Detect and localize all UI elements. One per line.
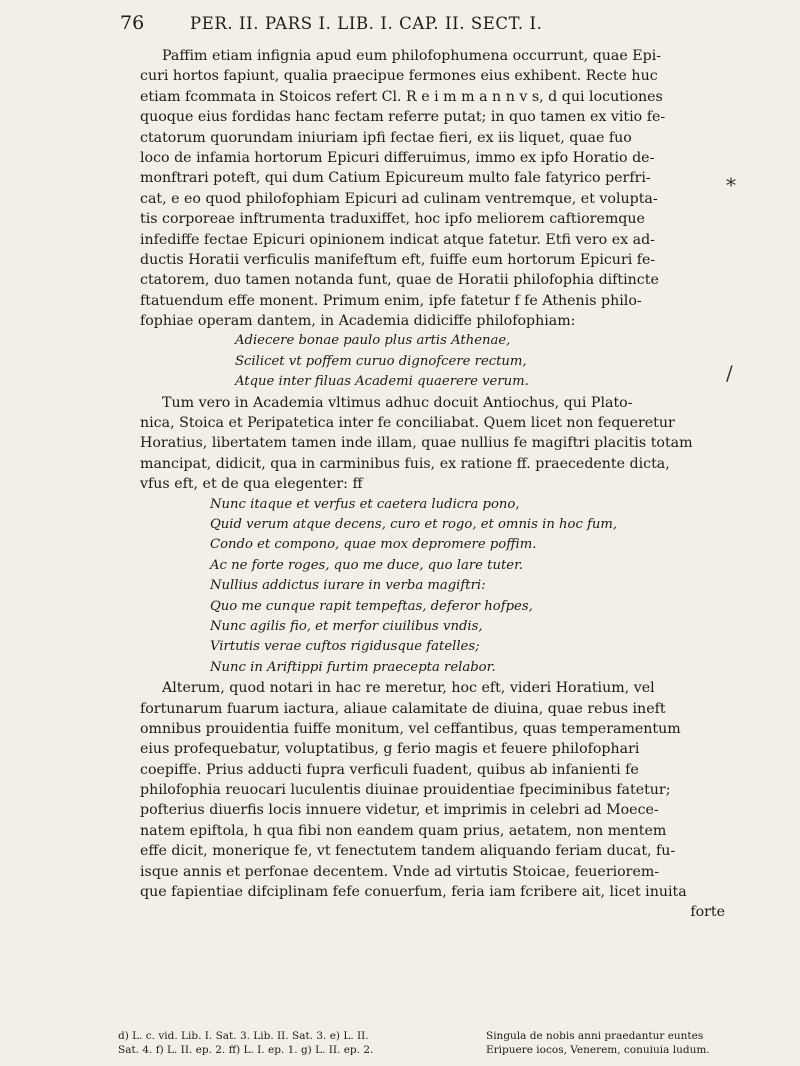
text-line: loco de infamia hortorum Epicuri differuimus, immo ex ipfo Horatio de-: [140, 149, 655, 166]
verse-line: Virtutis verae cuftos rigidusque fatelles;: [210, 639, 480, 655]
page-header: [120, 12, 720, 38]
text-line: quoque eius fordidas hanc fectam referre putat; in quo tamen ex vitio fe-: [140, 109, 666, 126]
body-text: [140, 46, 725, 923]
footnote-refs: Sat. 4. f) L. II. ep. 2. ff) L. I. ep. 1. g) L. II. ep. 2.: [118, 1044, 374, 1056]
text-line: Tum vero in Academia vltimus adhuc docuit Antiochus, qui Plato-: [162, 394, 633, 411]
verse-line: Quo me cunque rapit tempeftas, deferor hofpes,: [210, 598, 533, 614]
text-line: que fapientiae difciplinam fefe conuerfum, feria iam fcribere ait, licet inuita: [140, 884, 687, 901]
text-line: infediffe fectae Epicuri opinionem indicat atque fatetur. Etfi vero ex ad-: [140, 231, 655, 248]
verse-line: Quid verum atque decens, curo et rogo, et omnis in hoc fum,: [210, 516, 618, 532]
text-line: etiam fcommata in Stoicos refert Cl. R e i m m a n n v s, d qui locutiones: [140, 88, 663, 105]
page-number: 76: [120, 12, 145, 34]
verse-line: Nullius addictus iurare in verba magiftri:: [210, 578, 486, 594]
text-line: ctatorem, duo tamen notanda funt, quae de Horatii philofophia diftincte: [140, 272, 659, 289]
text-line: isque annis et perfonae decentem. Vnde ad virtutis Stoicae, feueriorem-: [140, 863, 660, 880]
footnote-row: [118, 1029, 738, 1043]
text-line: ctatorum quorundam iniuriam ipfi fectae fieri, ex iis liquet, quae fuo: [140, 129, 632, 146]
running-head: PER. II. PARS I. LIB. I. CAP. II. SECT. I.: [190, 14, 543, 33]
text-line: Horatius, libertatem tamen inde illam, quae nullius fe magiftri placitis totam: [140, 435, 693, 452]
text-line: omnibus prouidentia fuiffe monitum, vel ceffantibus, quas temperamentum: [140, 720, 681, 737]
margin-asterisk: *: [726, 173, 736, 197]
text-line: ductis Horatii verficulis manifeftum eft, fuiffe eum hortorum Epicuri fe-: [140, 251, 656, 268]
text-line: monftrari poteft, qui dum Catium Epicureum multo fale fatyrico perfri-: [140, 170, 651, 187]
text-line: Alterum, quod notari in hac re meretur, hoc eft, videri Horatium, vel: [162, 680, 655, 697]
verse-line: Nunc itaque et verfus et caetera ludicra pono,: [210, 496, 520, 512]
text-line: curi hortos fapiunt, qualia praecipue fermones eius exhibent. Recte huc: [140, 68, 658, 85]
text-line: philofophia reuocari luculentis diuinae prouidentiae fpeciminibus fatetur;: [140, 782, 671, 799]
verse-line: Atque inter filuas Academi quaerere verum.: [235, 374, 529, 390]
text-line: natem epiftola, h qua fibi non eandem quam prius, aetatem, non mentem: [140, 822, 667, 839]
text-line: vfus eft, et de qua elegenter: ff: [140, 476, 363, 493]
footnote-quote: Eripuere iocos, Venerem, conuiuia ludum.: [486, 1044, 710, 1056]
text-line: effe dicit, monerique fe, vt fenectutem tandem aliquando feriam ducat, fu-: [140, 843, 676, 860]
verse-line: Adiecere bonae paulo plus artis Athenae,: [235, 333, 511, 349]
text-line: eius profequebatur, voluptatibus, g ferio magis et feuere philofophari: [140, 741, 640, 758]
text-line: fortunarum fuarum iactura, aliaue calamitate de diuina, quae rebus ineft: [140, 700, 666, 717]
verse-line: Ac ne forte roges, quo me duce, quo lare tuter.: [210, 557, 524, 573]
catchword: forte: [690, 904, 725, 921]
footnote-refs: d) L. c. vid. Lib. I. Sat. 3. Lib. II. Sat. 3. e) L. II.: [118, 1030, 369, 1042]
margin-slash: /: [726, 361, 733, 385]
text-line: ftatuendum effe monent. Primum enim, ipfe fatetur f fe Athenis philo-: [140, 292, 642, 309]
text-line: Paffim etiam infignia apud eum philofophumena occurrunt, quae Epi-: [162, 48, 662, 64]
text-line: fophiae operam dantem, in Academia didiciffe philofophiam:: [140, 313, 576, 330]
footnote-row: [118, 1043, 738, 1057]
verse-line: Scilicet vt poffem curuo dignofcere rectum,: [235, 353, 527, 369]
text-line: pofterius diuerfis locis innuere videtur, et imprimis in celebri ad Moece-: [140, 802, 659, 819]
text-line: coepiffe. Prius adducti fupra verficuli fuadent, quibus ab infanienti fe: [140, 761, 639, 778]
text-line: cat, e eo quod philofophiam Epicuri ad culinam ventremque, et volupta-: [140, 190, 658, 207]
footnote-quote: Singula de nobis anni praedantur euntes: [486, 1030, 704, 1042]
footnotes: [118, 1029, 738, 1057]
verse-line: Nunc in Ariftippi furtim praecepta relabor.: [210, 659, 496, 675]
verse-line: Nunc agilis fio, et merfor ciuilibus vndis,: [210, 618, 483, 634]
text-line: nica, Stoica et Peripatetica inter fe conciliabat. Quem licet non fequeretur: [140, 415, 675, 432]
text-line: tis corporeae inftrumenta traduxiffet, hoc ipfo meliorem caftioremque: [140, 211, 645, 228]
text-line: mancipat, didicit, qua in carminibus fuis, ex ratione ff. praecedente dicta,: [140, 455, 670, 472]
verse-line: Condo et compono, quae mox depromere poffim.: [210, 537, 537, 553]
